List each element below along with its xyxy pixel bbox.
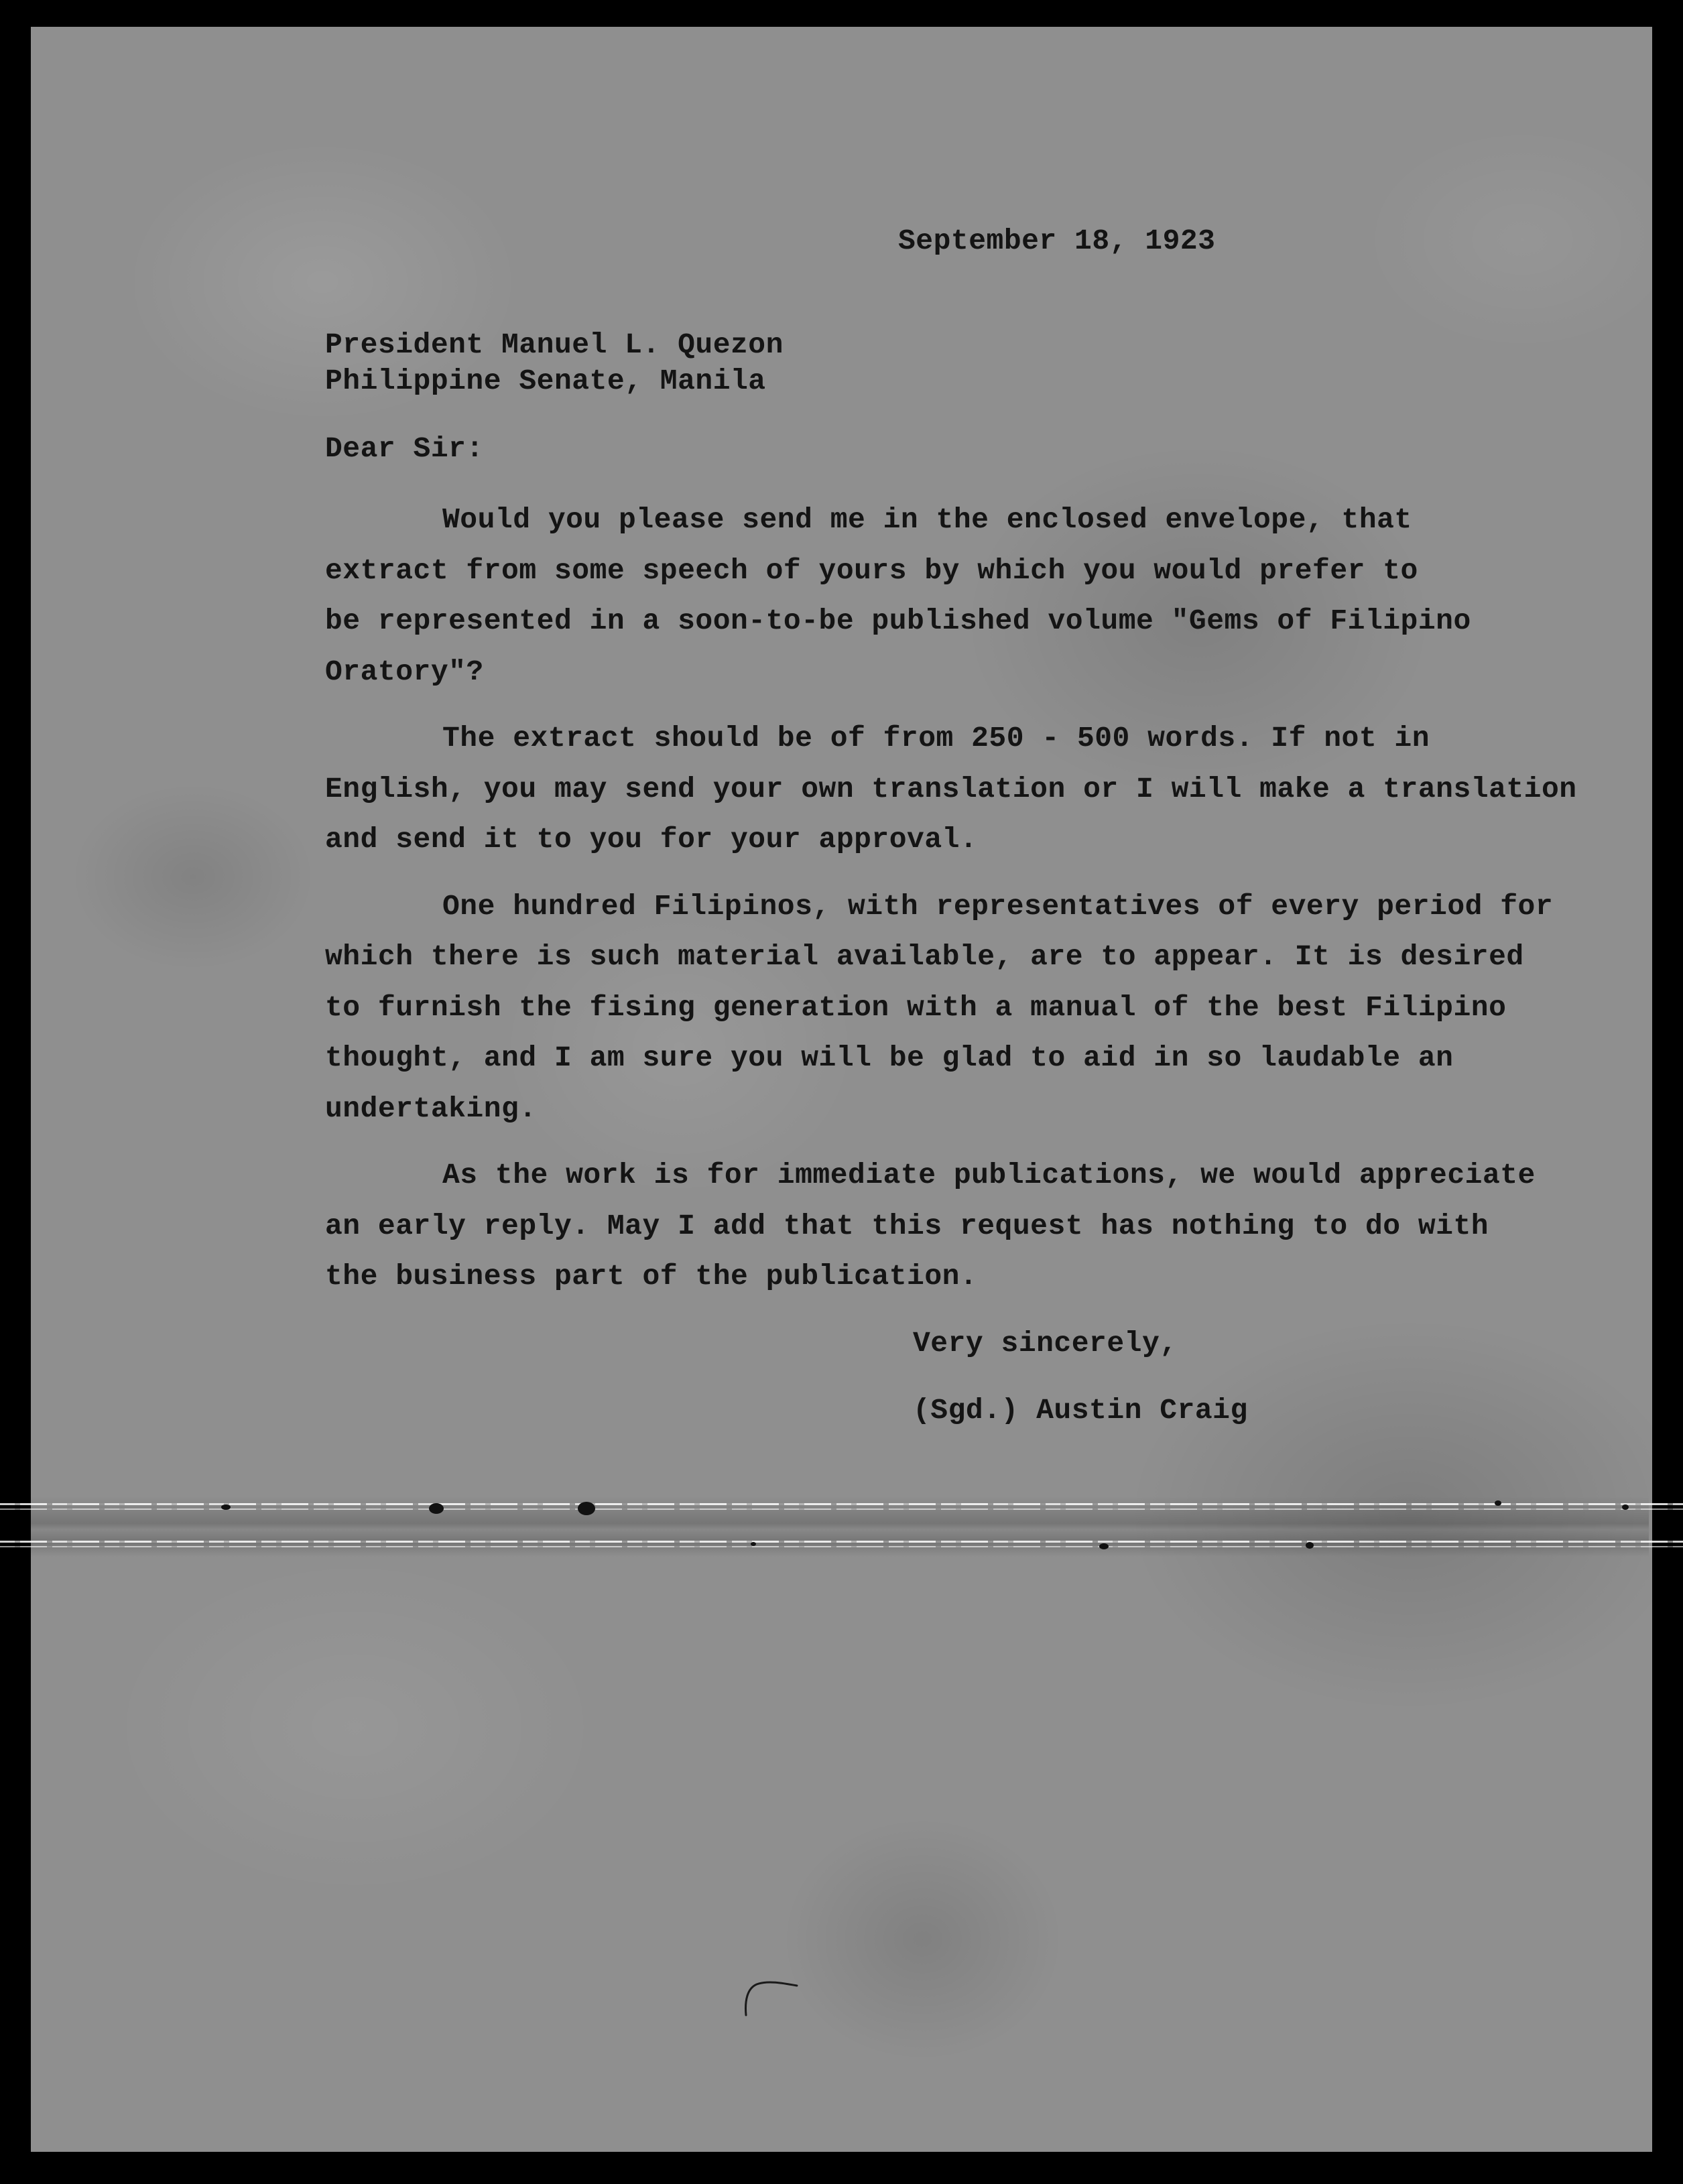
recipient-address	[325, 327, 784, 399]
body-line: Oratory"?	[325, 655, 484, 688]
body-line: and send it to you for your approval.	[325, 823, 978, 856]
recipient-line: President Manuel L. Quezon	[325, 328, 784, 361]
body-line: the business part of the publication.	[325, 1260, 978, 1293]
body-line: to furnish the fising generation with a manual of the best Filipino	[325, 990, 1507, 1024]
paragraph	[325, 713, 1577, 865]
body-line: extract from some speech of yours by which you would prefer to	[325, 554, 1418, 587]
body-line: which there is such material available, are to appear. It is desired	[325, 940, 1524, 973]
body-line: an early reply. May I add that this request has nothing to do with	[325, 1209, 1489, 1242]
body-line: be represented in a soon-to-be published volume "Gems of Filipino	[325, 604, 1471, 637]
letter-date: September 18, 1923	[898, 224, 1216, 257]
body-line: As the work is for immediate publications, we would appreciate	[442, 1159, 1536, 1192]
recipient-line: Philippine Senate, Manila	[325, 365, 766, 397]
body-line: One hundred Filipinos, with representatives of every period for	[442, 889, 1554, 923]
body-line: The extract should be of from 250 - 500 words. If not in	[442, 722, 1430, 755]
closing: Very sincerely,	[913, 1327, 1178, 1360]
paragraph	[325, 881, 1565, 1135]
body-line: thought, and I am sure you will be glad to aid in so laudable an	[325, 1041, 1454, 1074]
paragraph	[325, 1150, 1565, 1302]
body-line: English, you may send your own translation or I will make a translation	[325, 772, 1577, 806]
body-line: undertaking.	[325, 1092, 537, 1125]
salutation: Dear Sir:	[325, 432, 484, 465]
pen-mark	[741, 1974, 801, 2020]
body-line: Would you please send me in the enclosed envelope, that	[442, 503, 1412, 536]
letter-body	[325, 495, 1577, 1318]
signature: (Sgd.) Austin Craig	[913, 1394, 1248, 1427]
paragraph	[325, 495, 1565, 697]
